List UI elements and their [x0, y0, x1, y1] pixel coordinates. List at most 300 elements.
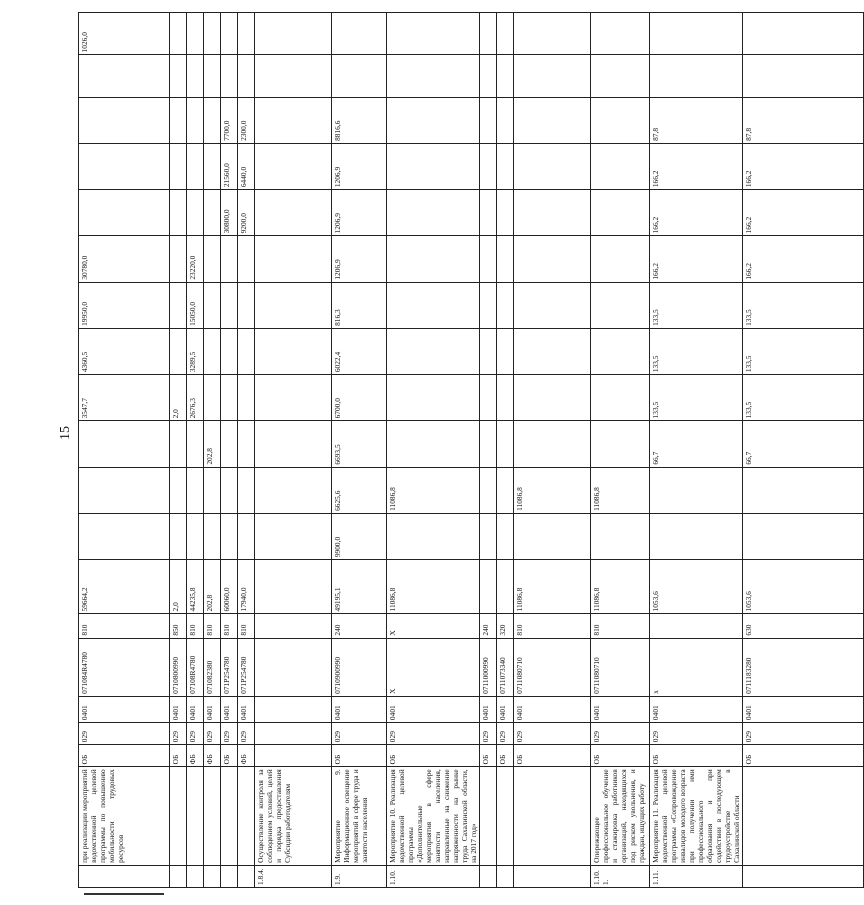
cell-y2021: 166,2: [650, 190, 743, 236]
cell-y2019: [480, 282, 497, 328]
cell-csr: 0711080710: [514, 638, 591, 696]
budget-table: [78, 12, 864, 888]
cell-y2021: [591, 190, 650, 236]
cell-grbs: 029: [221, 723, 238, 745]
cell-y2024: [238, 55, 255, 97]
cell-y2020: 166,2: [650, 236, 743, 282]
cell-csr: Х: [387, 638, 480, 696]
cell-src: ОБ: [332, 745, 387, 767]
cell-vr: 810: [187, 614, 204, 638]
cell-num: [187, 865, 204, 887]
cell-y2022: [187, 143, 204, 189]
cell-total: 1053,6: [650, 560, 743, 614]
cell-y2023: 8816,6: [332, 97, 387, 143]
cell-rzpr: 0401: [387, 696, 480, 722]
cell-grbs: 029: [480, 723, 497, 745]
cell-desc: при реализации мероприятий ведомственной целевой программы по повышению мобильности трудовых ресурсов: [79, 767, 170, 866]
cell-y2022: 21560,0: [221, 143, 238, 189]
cell-csr: 0711073340: [497, 638, 514, 696]
cell-y2020: [221, 236, 238, 282]
cell-y2023: 87,8: [650, 97, 743, 143]
cell-y2023: [79, 97, 170, 143]
cell-y2025: [204, 13, 221, 55]
cell-rzpr: 0401: [743, 696, 864, 722]
cell-rzpr: 0401: [480, 696, 497, 722]
cell-src: ОБ: [221, 745, 238, 767]
cell-src: ФБ: [238, 745, 255, 767]
table-row: [591, 13, 650, 888]
cell-csr: 071084R4780: [79, 638, 170, 696]
cell-y2022: [170, 143, 187, 189]
cell-y2015: [480, 467, 497, 513]
table-row: [387, 13, 480, 888]
cell-y2017: [238, 375, 255, 421]
cell-y2024: [497, 55, 514, 97]
cell-y2020: 166,2: [743, 236, 864, 282]
cell-y2023: [497, 97, 514, 143]
cell-y2018: [387, 328, 480, 374]
cell-y2015: [650, 467, 743, 513]
cell-total: 1053,6: [743, 560, 864, 614]
cell-y2015: [187, 467, 204, 513]
cell-grbs: 029: [170, 723, 187, 745]
cell-y2018: [497, 328, 514, 374]
cell-num: 1.10.1.: [591, 865, 650, 887]
cell-y2020: [591, 236, 650, 282]
cell-y2020: 1206,9: [332, 236, 387, 282]
cell-y2019: 133,5: [743, 282, 864, 328]
cell-num: 1.11.: [650, 865, 743, 887]
cell-y2018: [591, 328, 650, 374]
cell-y2014: [170, 513, 187, 559]
cell-rzpr: 0401: [221, 696, 238, 722]
cell-y2017: 133,5: [650, 375, 743, 421]
cell-grbs: [255, 723, 332, 745]
cell-y2021: [187, 190, 204, 236]
cell-y2018: 4360,5: [79, 328, 170, 374]
cell-y2025: [255, 13, 332, 55]
cell-y2017: [514, 375, 591, 421]
cell-y2024: [255, 55, 332, 97]
cell-y2022: [204, 143, 221, 189]
table-row: [187, 13, 204, 888]
cell-y2016: 202,8: [204, 421, 221, 467]
cell-y2024: [204, 55, 221, 97]
cell-y2025: 1026,0: [79, 13, 170, 55]
cell-src: ОБ: [170, 745, 187, 767]
cell-rzpr: 0401: [332, 696, 387, 722]
rotated-page-content: [78, 12, 753, 888]
cell-y2025: [480, 13, 497, 55]
cell-y2019: [591, 282, 650, 328]
cell-y2024: [387, 55, 480, 97]
cell-y2024: [591, 55, 650, 97]
cell-src: ФБ: [204, 745, 221, 767]
cell-y2016: [480, 421, 497, 467]
cell-y2018: [480, 328, 497, 374]
cell-y2016: [514, 421, 591, 467]
cell-csr: 071P254780: [238, 638, 255, 696]
cell-y2016: [387, 421, 480, 467]
cell-y2019: 15050,0: [187, 282, 204, 328]
cell-src: ОБ: [514, 745, 591, 767]
cell-y2022: [591, 143, 650, 189]
cell-y2019: [204, 282, 221, 328]
cell-y2023: [387, 97, 480, 143]
cell-grbs: 029: [238, 723, 255, 745]
cell-y2020: [204, 236, 221, 282]
cell-y2018: [514, 328, 591, 374]
cell-y2021: [204, 190, 221, 236]
cell-rzpr: 0401: [204, 696, 221, 722]
cell-y2014: [255, 513, 332, 559]
cell-y2014: [743, 513, 864, 559]
cell-y2015: 11086,8: [387, 467, 480, 513]
cell-y2025: [387, 13, 480, 55]
cell-csr: 0711080710: [591, 638, 650, 696]
cell-y2024: [743, 55, 864, 97]
cell-y2023: [255, 97, 332, 143]
cell-vr: 810: [514, 614, 591, 638]
cell-num: [221, 865, 238, 887]
cell-y2014: [650, 513, 743, 559]
cell-y2021: [255, 190, 332, 236]
cell-rzpr: 0401: [187, 696, 204, 722]
cell-y2016: [497, 421, 514, 467]
cell-csr: 0711183280: [743, 638, 864, 696]
cell-y2022: [480, 143, 497, 189]
cell-csr: 07108R4780: [187, 638, 204, 696]
cell-y2025: [238, 13, 255, 55]
cell-y2015: 11086,8: [591, 467, 650, 513]
cell-y2024: [332, 55, 387, 97]
cell-y2021: [480, 190, 497, 236]
cell-desc: [221, 767, 238, 866]
cell-src: ОБ: [743, 745, 864, 767]
cell-y2022: [387, 143, 480, 189]
cell-y2018: [221, 328, 238, 374]
cell-desc: Мероприятие 9. Информационное освещение мероприятий в сфере труда и занятости населения: [332, 767, 387, 866]
cell-vr: 810: [591, 614, 650, 638]
cell-src: ОБ: [591, 745, 650, 767]
cell-desc: [170, 767, 187, 866]
cell-y2021: [387, 190, 480, 236]
cell-y2019: [221, 282, 238, 328]
cell-y2024: [650, 55, 743, 97]
cell-vr: 810: [238, 614, 255, 638]
cell-desc: [497, 767, 514, 866]
cell-y2015: [204, 467, 221, 513]
cell-num: [238, 865, 255, 887]
cell-y2017: [221, 375, 238, 421]
cell-y2022: [255, 143, 332, 189]
cell-total: [497, 560, 514, 614]
cell-y2020: [480, 236, 497, 282]
cell-y2014: [497, 513, 514, 559]
cell-desc: [480, 767, 497, 866]
cell-num: [514, 865, 591, 887]
table-row: [743, 13, 864, 888]
cell-grbs: 029: [387, 723, 480, 745]
table-row: [332, 13, 387, 888]
cell-y2023: [187, 97, 204, 143]
cell-y2016: [170, 421, 187, 467]
cell-desc: Осуществление контроля за соблюдением условий, целей и порядка предоставления Субсидии работодателям: [255, 767, 332, 866]
cell-y2018: [204, 328, 221, 374]
cell-y2019: [514, 282, 591, 328]
cell-y2022: [497, 143, 514, 189]
cell-y2023: [170, 97, 187, 143]
cell-desc: [743, 767, 864, 866]
cell-csr: 0711000990: [480, 638, 497, 696]
cell-y2017: 6700,0: [332, 375, 387, 421]
cell-num: [79, 865, 170, 887]
cell-src: ОБ: [79, 745, 170, 767]
cell-y2021: [514, 190, 591, 236]
cell-y2014: [514, 513, 591, 559]
cell-src: ОБ: [387, 745, 480, 767]
cell-y2014: [221, 513, 238, 559]
table-row: [497, 13, 514, 888]
cell-y2020: 23220,0: [187, 236, 204, 282]
cell-total: [480, 560, 497, 614]
cell-y2020: [170, 236, 187, 282]
cell-grbs: 029: [497, 723, 514, 745]
cell-y2021: [497, 190, 514, 236]
cell-y2018: 6022,4: [332, 328, 387, 374]
cell-y2018: 3289,5: [187, 328, 204, 374]
cell-rzpr: 0401: [514, 696, 591, 722]
cell-y2021: [170, 190, 187, 236]
cell-total: 2,0: [170, 560, 187, 614]
cell-y2023: 7700,0: [221, 97, 238, 143]
cell-y2017: 2,0: [170, 375, 187, 421]
table-row: [170, 13, 187, 888]
cell-total: 11086,8: [591, 560, 650, 614]
cell-vr: 810: [204, 614, 221, 638]
cell-y2016: [238, 421, 255, 467]
cell-y2017: [497, 375, 514, 421]
cell-y2018: [170, 328, 187, 374]
cell-y2014: [238, 513, 255, 559]
cell-src: ОБ: [650, 745, 743, 767]
cell-csr: 0710800990: [170, 638, 187, 696]
cell-vr: 240: [480, 614, 497, 638]
cell-total: 202,8: [204, 560, 221, 614]
cell-vr: Х: [387, 614, 480, 638]
cell-y2021: 30800,0: [221, 190, 238, 236]
cell-y2025: [650, 13, 743, 55]
cell-y2015: [79, 467, 170, 513]
cell-csr: [255, 638, 332, 696]
cell-vr: 810: [79, 614, 170, 638]
cell-rzpr: 0401: [591, 696, 650, 722]
cell-y2015: [238, 467, 255, 513]
cell-y2018: 133,5: [650, 328, 743, 374]
cell-num: [497, 865, 514, 887]
cell-desc: Мероприятие 11. Реализация ведомственной целевой программы «Сопровождение инвалидов молодого возраста при получении ими профессионального образования и при содействии в последующем трудоустройстве в Сахалинской области: [650, 767, 743, 866]
cell-y2022: 6440,0: [238, 143, 255, 189]
table-row: [221, 13, 238, 888]
cell-y2016: [255, 421, 332, 467]
cell-y2014: [480, 513, 497, 559]
cell-desc: [238, 767, 255, 866]
cell-rzpr: 0401: [238, 696, 255, 722]
cell-y2016: [79, 421, 170, 467]
cell-y2014: [204, 513, 221, 559]
table-row: [204, 13, 221, 888]
cell-y2025: [221, 13, 238, 55]
cell-y2015: [255, 467, 332, 513]
cell-y2019: [255, 282, 332, 328]
page-number: 15: [58, 426, 73, 440]
cell-y2025: [332, 13, 387, 55]
cell-y2018: [238, 328, 255, 374]
cell-total: 11086,8: [387, 560, 480, 614]
cell-csr: 071082380: [204, 638, 221, 696]
cell-total: 60060,0: [221, 560, 238, 614]
cell-num: 1.10.: [387, 865, 480, 887]
cell-desc: [514, 767, 591, 866]
cell-y2024: [187, 55, 204, 97]
cell-grbs: 029: [591, 723, 650, 745]
cell-src: ОБ: [497, 745, 514, 767]
cell-y2019: [170, 282, 187, 328]
cell-desc: [187, 767, 204, 866]
cell-y2017: [387, 375, 480, 421]
cell-grbs: 029: [204, 723, 221, 745]
cell-y2020: [497, 236, 514, 282]
cell-src: ФБ: [187, 745, 204, 767]
cell-total: 49195,1: [332, 560, 387, 614]
cell-y2019: [497, 282, 514, 328]
cell-grbs: 029: [514, 723, 591, 745]
cell-y2015: [221, 467, 238, 513]
cell-y2020: 30780,0: [79, 236, 170, 282]
cell-y2022: [79, 143, 170, 189]
cell-y2023: [514, 97, 591, 143]
cell-y2025: [514, 13, 591, 55]
cell-y2017: [591, 375, 650, 421]
cell-y2020: [387, 236, 480, 282]
cell-y2020: [238, 236, 255, 282]
cell-y2014: [187, 513, 204, 559]
cell-y2016: 6693,5: [332, 421, 387, 467]
cell-csr: 0710900990: [332, 638, 387, 696]
table-row: [480, 13, 497, 888]
cell-vr: 630: [743, 614, 864, 638]
cell-desc: [204, 767, 221, 866]
cell-vr: 320: [497, 614, 514, 638]
cell-vr: [255, 614, 332, 638]
cell-y2021: 166,2: [743, 190, 864, 236]
cell-y2023: [204, 97, 221, 143]
cell-rzpr: [255, 696, 332, 722]
cell-num: [204, 865, 221, 887]
cell-y2022: 166,2: [650, 143, 743, 189]
cell-src: ОБ: [480, 745, 497, 767]
cell-y2023: 87,8: [743, 97, 864, 143]
table-row: [79, 13, 170, 888]
cell-y2017: 3547,7: [79, 375, 170, 421]
cell-y2023: [591, 97, 650, 143]
cell-total: 17940,0: [238, 560, 255, 614]
table-row: [255, 13, 332, 888]
cell-y2024: [480, 55, 497, 97]
cell-rzpr: 0401: [170, 696, 187, 722]
cell-y2024: [79, 55, 170, 97]
cell-num: [480, 865, 497, 887]
cell-y2022: 1206,9: [332, 143, 387, 189]
cell-grbs: 029: [187, 723, 204, 745]
cell-src: [255, 745, 332, 767]
cell-y2018: [255, 328, 332, 374]
cell-y2024: [170, 55, 187, 97]
cell-total: 44235,8: [187, 560, 204, 614]
cell-rzpr: 0401: [79, 696, 170, 722]
cell-y2016: 66,7: [650, 421, 743, 467]
cell-y2015: 6625,6: [332, 467, 387, 513]
cell-total: 59664,2: [79, 560, 170, 614]
cell-total: 11086,8: [514, 560, 591, 614]
cell-y2016: [221, 421, 238, 467]
cell-y2025: [170, 13, 187, 55]
cell-y2017: [255, 375, 332, 421]
cell-y2015: [497, 467, 514, 513]
cell-num: [743, 865, 864, 887]
cell-grbs: 029: [650, 723, 743, 745]
scan-edge-line: [84, 893, 164, 895]
cell-y2019: [238, 282, 255, 328]
cell-vr: [650, 614, 743, 638]
cell-y2018: 133,5: [743, 328, 864, 374]
cell-y2023: [480, 97, 497, 143]
cell-y2017: [480, 375, 497, 421]
cell-y2021: 9200,0: [238, 190, 255, 236]
cell-desc: Мероприятие 10. Реализация ведомственной целевой программы «Дополнительные мероприятия в сфере занятости населения, направленные на снижение напряженности на рынке труда Сахалинской области, на 2017 год»: [387, 767, 480, 866]
cell-y2015: [743, 467, 864, 513]
cell-y2017: 133,5: [743, 375, 864, 421]
cell-vr: 240: [332, 614, 387, 638]
cell-csr: х: [650, 638, 743, 696]
cell-y2019: 19950,0: [79, 282, 170, 328]
cell-y2014: 9900,0: [332, 513, 387, 559]
cell-y2016: [187, 421, 204, 467]
cell-y2014: [79, 513, 170, 559]
cell-y2021: 1206,9: [332, 190, 387, 236]
cell-desc: Опережающее профессиональное обучение и стажировка работников организаций, находящихся под риском увольнения, и граждан, ищущих работу: [591, 767, 650, 866]
cell-vr: 850: [170, 614, 187, 638]
cell-y2017: 2676,3: [187, 375, 204, 421]
cell-y2022: [514, 143, 591, 189]
cell-csr: 071P254780: [221, 638, 238, 696]
cell-y2020: [514, 236, 591, 282]
cell-y2023: 2300,0: [238, 97, 255, 143]
cell-y2024: [221, 55, 238, 97]
cell-rzpr: 0401: [497, 696, 514, 722]
cell-y2025: [187, 13, 204, 55]
cell-y2019: [387, 282, 480, 328]
cell-grbs: 029: [743, 723, 864, 745]
cell-y2017: [204, 375, 221, 421]
table-row: [650, 13, 743, 888]
cell-num: [170, 865, 187, 887]
cell-y2019: 133,5: [650, 282, 743, 328]
cell-y2025: [591, 13, 650, 55]
cell-y2021: [79, 190, 170, 236]
cell-y2015: [170, 467, 187, 513]
cell-num: 1.9.: [332, 865, 387, 887]
